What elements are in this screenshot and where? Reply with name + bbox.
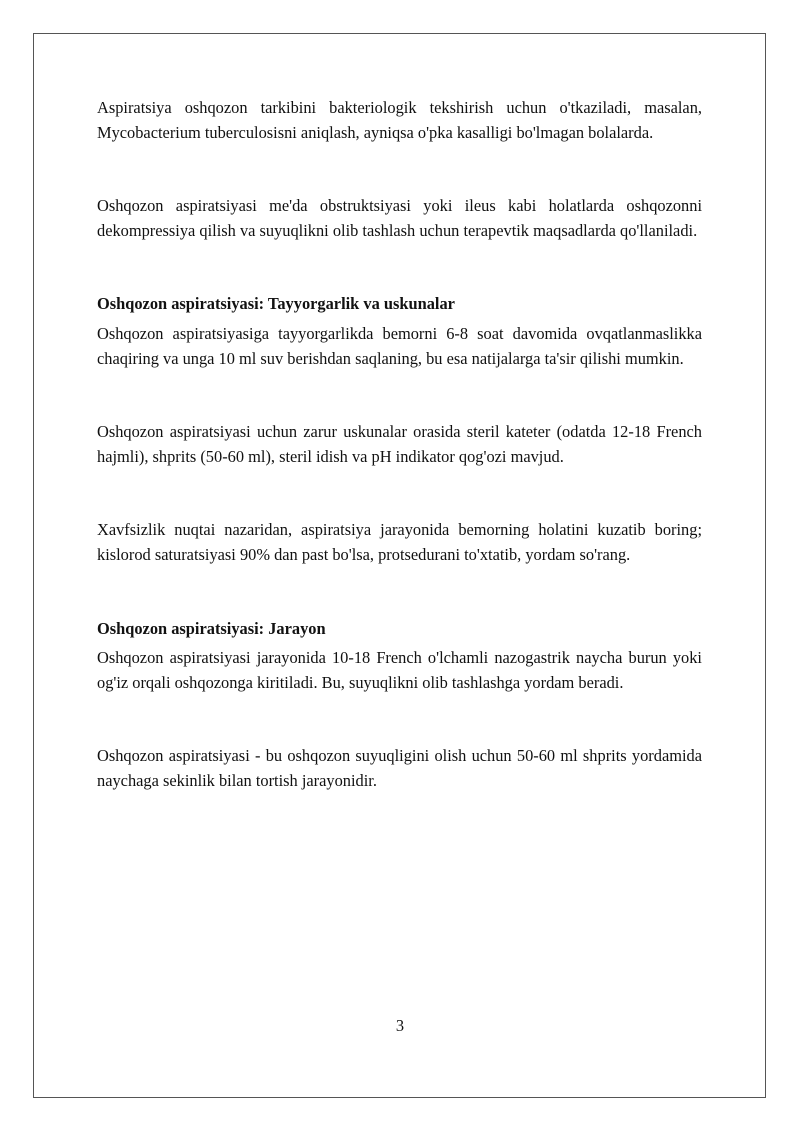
paragraph-procedure-tube: Oshqozon aspiratsiyasi jarayonida 10-18 French o'lchamli nazogastrik naycha burun yoki og'iz orqali oshqozonga kiritiladi. Bu, suyuqlikni olib tashlashga yordam beradi. (97, 648, 702, 692)
paragraph-therapeutic-use: Oshqozon aspiratsiyasi me'da obstruktsiyasi yoki ileus kabi holatlarda oshqozonni dekompressiya qilish va suyuqlikni olib tashlash uchun terapevtik maqsadlarda qo'llaniladi. (97, 196, 702, 240)
page-number: 3 (395, 1016, 405, 1035)
section-heading-preparation: Oshqozon aspiratsiyasi: Tayyorgarlik va uskunalar (97, 294, 455, 314)
paragraph-procedure-syringe: Oshqozon aspiratsiyasi - bu oshqozon suyuqligini olish uchun 50-60 ml shprits yordamida naychaga sekinlik bilan tortish jarayonidir. (97, 746, 702, 790)
paragraph-safety: Xavfsizlik nuqtai nazaridan, aspiratsiya jarayonida bemorning holatini kuzatib boring; kislorod saturatsiyasi 90% dan past bo'lsa, protsedurani to'xtatib, yordam so'rang. (97, 520, 702, 564)
paragraph-aspiration-purpose: Aspiratsiya oshqozon tarkibini bakteriologik tekshirish uchun o'tkaziladi, masalan, Mycobacterium tuberculosisni aniqlash, ayniqsa o'pka kasalligi bo'lmagan bolalarda. (97, 98, 702, 142)
paragraph-equipment: Oshqozon aspiratsiyasi uchun zarur uskunalar orasida steril kateter (odatda 12-18 French hajmli), shprits (50-60 ml), steril idish va pH indikator qog'ozi mavjud. (97, 422, 702, 466)
section-heading-procedure: Oshqozon aspiratsiyasi: Jarayon (97, 618, 326, 638)
page-content (97, 96, 702, 794)
paragraph-preparation: Oshqozon aspiratsiyasiga tayyorgarlikda bemorni 6-8 soat davomida ovqatlanmaslikka chaqiring va unga 10 ml suv berishdan saqlaning, bu esa natijalarga ta'sir qilishi mumkin. (97, 323, 702, 368)
